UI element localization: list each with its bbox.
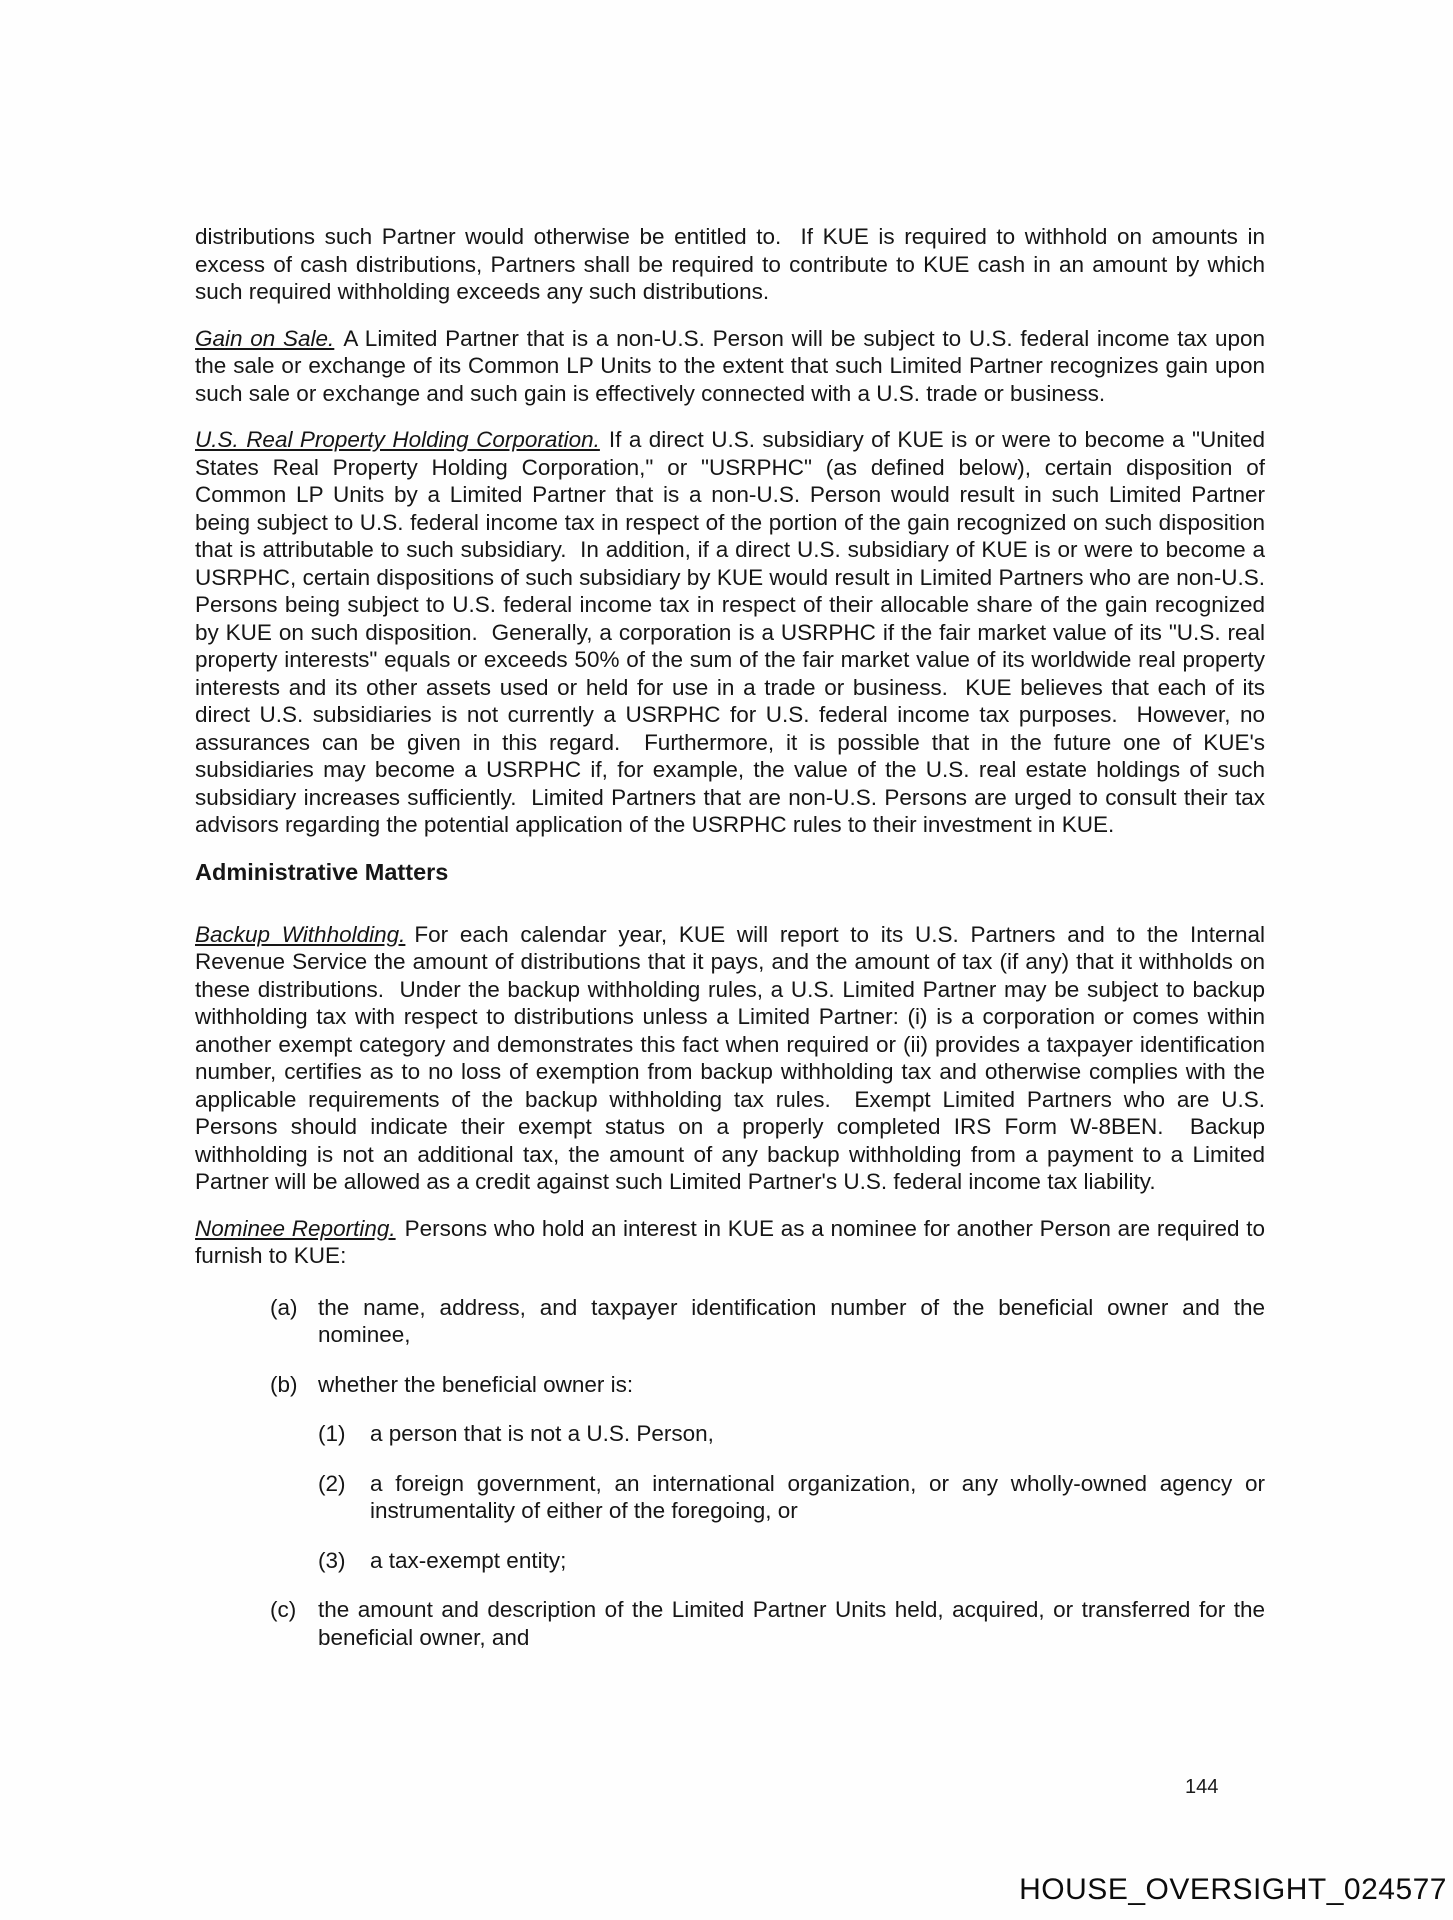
paragraph-text: If a direct U.S. subsidiary of KUE is or were to become a "United States Real Property Holding Corporation," or "USRPHC" (as defined below), certain disposition of Common LP Units by a Limited Partner that is a non-U.S. Person would result in such Limited Partner being subject to U.S. federal income tax in respect of the portion of the gain recognized on such disposition that is attributable to such subsidiary. In addition, if a direct U.S. subsidiary of KUE is or were to become a USRPHC, certain dispositions of such subsidiary by KUE would result in Limited Partners who are non-U.S. Persons being subject to U.S. federal income tax in respect of their allocable share of the gain recognized by KUE on such disposition. Generally, a corporation is a USRPHC if the fair market value of its "U.S. real property interests" equals or exceeds 50% of the sum of the fair market value of its worldwide real property interests and its other assets used or held for use in a trade or business. KUE believes that each of its direct U.S. subsidiaries is not currently a USRPHC for U.S. federal income tax purposes. However, no assurances can be given in this regard. Furthermore, it is possible that in the future one of KUE's subsidiaries may become a USRPHC if, for example, the value of the U.S. real estate holdings of such subsidiary increases sufficiently. Limited Partners that are non-U.S. Persons are urged to consult their tax advisors regarding the potential application of the USRPHC rules to their investment in KUE. [195, 427, 1265, 837]
list-item-b [195, 1371, 1265, 1399]
paragraph-lead: Gain on Sale. [195, 325, 335, 351]
list-item-b1 [195, 1420, 1265, 1448]
list-item-text: whether the beneficial owner is: [318, 1371, 634, 1397]
paragraph-text: For each calendar year, KUE will report to its U.S. Partners and to the Internal Revenue Service the amount of distributions that it pays, and the amount of tax (if any) that it withholds on these distributions. Under the backup withholding rules, a U.S. Limited Partner may be subject to backup withholding tax with respect to distributions unless a Limited Partner: (i) is a corporation or comes within another exempt category and demonstrates this fact when required or (ii) provides a taxpayer identification number, certifies as to no loss of exemption from backup withholding tax and otherwise complies with the applicable requirements of the backup withholding tax rules. Exempt Limited Partners who are U.S. Persons should indicate their exempt status on a properly completed IRS Form W-8BEN. Backup withholding is not an additional tax, the amount of any backup withholding from a payment to a Limited Partner will be allowed as a credit against such Limited Partner's U.S. federal income tax liability. [195, 921, 1265, 1194]
list-item-text: a foreign government, an international organization, or any wholly-owned agency or instrumentality of either of the foregoing, or [370, 1470, 1265, 1523]
list-marker: (1) [318, 1421, 346, 1446]
paragraph-text: Persons who hold an interest in KUE as a nominee for another Person are required to furnish to KUE: [195, 1215, 1265, 1268]
paragraph-lead: Nominee Reporting. [195, 1215, 396, 1241]
list-marker: (3) [318, 1547, 346, 1573]
paragraph-text: A Limited Partner that is a non-U.S. Person will be subject to U.S. federal income tax upon the sale or exchange of its Common LP Units to the extent that such Limited Partner recognizes gain upon such sale or exchange and such gain is effectively connected with a U.S. trade or business. [195, 325, 1265, 406]
paragraph-backup-withholding [195, 921, 1265, 1196]
list-item-text: the name, address, and taxpayer identification number of the beneficial owner and the nominee, [318, 1294, 1265, 1347]
paragraph-text: distributions such Partner would otherwise be entitled to. If KUE is required to withhold on amounts in excess of cash distributions, Partners shall be required to contribute to KUE cash in an amount by which such required withholding exceeds any such distributions. [195, 224, 1265, 304]
paragraph-lead: U.S. Real Property Holding Corporation. [195, 427, 600, 452]
nominee-requirements-list [195, 1294, 1265, 1652]
page-content [195, 223, 1265, 1673]
list-item-a [195, 1294, 1265, 1349]
list-item-text: a person that is not a U.S. Person, [370, 1421, 714, 1446]
list-marker: (c) [270, 1597, 297, 1622]
section-heading: Administrative Matters [195, 858, 449, 885]
list-item-c [195, 1596, 1265, 1651]
paragraph-nominee-reporting [195, 1215, 1265, 1270]
paragraph-usrphc [195, 426, 1265, 839]
list-item-text: a tax-exempt entity; [370, 1547, 567, 1573]
list-item-text: the amount and description of the Limited Partner Units held, acquired, or transferred for the beneficial owner, and [318, 1597, 1265, 1650]
list-item-b3 [195, 1547, 1265, 1575]
list-marker: (2) [318, 1470, 346, 1496]
paragraph-lead: Backup Withholding. [195, 921, 406, 947]
list-marker: (a) [270, 1294, 298, 1320]
list-marker: (b) [270, 1371, 298, 1397]
page-number: 144 [1185, 1776, 1219, 1798]
paragraph-withholding-continuation [195, 223, 1265, 306]
list-item-b2 [195, 1470, 1265, 1525]
bates-stamp: HOUSE_OVERSIGHT_024577 [1019, 1873, 1447, 1906]
paragraph-gain-on-sale [195, 325, 1265, 408]
